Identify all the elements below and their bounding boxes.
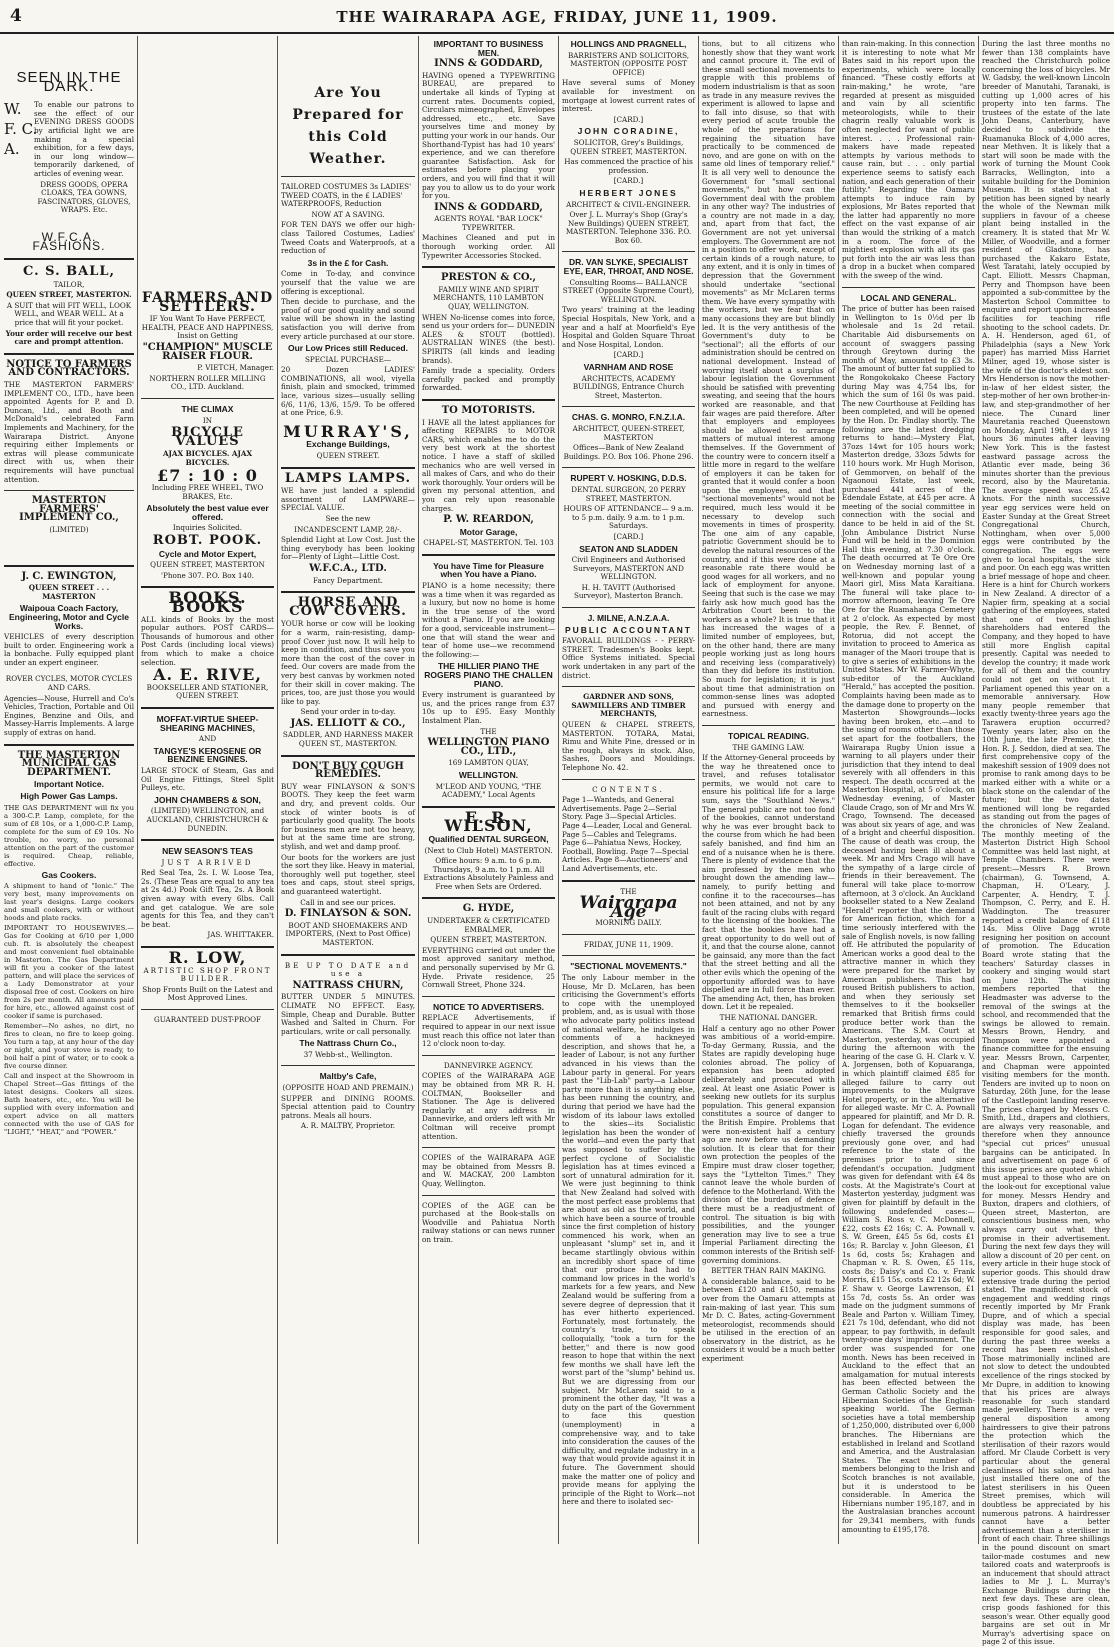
page-header — [0, 0, 1114, 34]
wpc: WELLINGTON PIANO CO., LTD., — [427, 737, 550, 757]
then: Then decide to purchase, and the proof of our good quality and sound value will be shown in the lasting satisfaction you will derive from every article purchased at our store. — [281, 297, 415, 341]
local-general: LOCAL AND GENERAL. — [860, 292, 957, 303]
roller-mills: NORTHERN ROLLER MILLING CO., LTD. Auckland. — [149, 373, 266, 392]
ajax: AJAX BICYCLES. AJAX BICYCLES. — [162, 449, 253, 467]
finlayson: D. FINLAYSON & SON. — [284, 908, 412, 920]
hyde-sub: UNDERTAKER & CERTIFICATED EMBALMER, — [427, 916, 550, 934]
days: FOR TEN DAYS we offer our high-class Tailored Costumes, Ladies' Tweed Coats and Waterproofs, at a reduction of — [281, 220, 415, 256]
seaton-sub: Civil Engineers and Authorised Surveyors, MASTERTON AND WELLINGTON. — [571, 555, 686, 582]
gaming-body: If the Attorney-General proceeds by the way he threatened once to travel, and refuses totalisator permits, we would not care to ensure his political life for a large sum, says the "Southland News." The general public are not too fond of the bookies, cannot understand why he was ever brought back to the course from which he had been safely banished, and find him an end of a nuisance when he is there. There is plenty of evidence that the aim professed by the men who brought down the amending law—namely, to purify betting and confine it to the racecourses—has not been attained, and not by any fault of the racing clubs with regard to the licensing of the bookies. The fact that the bookies have had a great opportunity to do well out of it, and that the course alone, cannot be gainsaid, any more than the fact that the street betting and all the other evils which the opening of the opportunity afforded was to have dispelled are in full force than ever. The amending Act, then, has broken down. Let it be repealed. — [702, 753, 835, 1012]
cough-call: Call in and see our prices. — [300, 897, 396, 907]
farmers-title: FARMERS AND SETTLERS. — [141, 290, 274, 315]
motorists-body: I HAVE all the latest appliances for affecting REPAIRS to MOTOR CARS, which enables me to do the very best work at the shortest notice. I have a staff of skilled mechanics who are well versed in all makes of Cars, and who do their work thoroughly. Your orders will be given my personal attention, and you can rely upon reasonable charges. — [422, 417, 556, 513]
costumes: TAILORED COSTUMES 3s LADIES' TWEED COATS, in the £ LADIES' WATERPROOFS, Reduction — [281, 182, 412, 209]
date-line: FRIDAY, JUNE 11, 1909. — [583, 939, 674, 949]
local-body: The price of butter has been raised in Wellington to 1s 0½d per lb wholesale and 1s 2d retail. Charitable Aid disbursements on account of swaggers passing through Greytown during the month of May, amounted to £3 3s. The amount of butter fat supplied to the Rongokokako Cheese Factory during May was 4,754 lbs, for which the sum of 16l 0s was paid. The new Courthouse at Feilding has been completed, and will be opened by the Hon. Dr. Findlay shortly. The following are the latest dredging returns to hand:—Mystery Flat, 37ozs 14wt for 105 hours work; Masterton dredge, 33ozs 5dwts for 110 hours work. Mr Hugh Morison, of Gemmorven, on behalf of the Ngaonoui Estate, last week, purchased 441 acres of the Edendale Estate, at £45 per acre. A meeting of the social committee in connection with the social and dance to be held in aid of the St. John Ambulance District Nurse Fund will be held in the Dominion Hall this evening, at 7.30 o'clock. The death occurred at Te Ore Ore on Wednesday morning last of a well-known and popular young Maori girl, Miss Mata Karaitiana. The funeral will take place to-morrow afternoon, leaving Te Ore Ore for the Ruamahanga Cemetery at 2 o'clock. As expected by most people, the Rev. F. Bennet, of Rotorua, did not accept the invitation to proceed to America as manager of the Maori troupe that is to give a series of exhibitions in the United States. Mr W. Farmer-Whyte, sub-editor of the Auckland "Herald," has accepted the position. Complaints having been made as to the damage done to property on the Masterton Showgrounds—locks having been broken, etc.—and to the using of rooms other than those set apart for the footballers, the Wairarapa Rugby Union issue a warning to all players under their jurisdiction that they intend to deal severely with all offenders in this respect. The death occurred at the Masterton Hospital, at 5 o'clock, on Wednesday evening, of Master Claude Crago, son of Mr and Mrs W. Crago, Townsend. The deceased was about six years of age, and was of a bright and cheerful disposition. The cause of death was croup, the deceased having been ill about a week. Mr and Mrs Crago will have the sympathy of a large circle of friends in their bereavement. The funeral will take place to-morrow afternoon, at 3 o'clock. An Auckland bookseller stated to a New Zealand "Herald" reporter that the demand for American fiction, which for a time seriously interfered with the sale of English novels, is now falling off. He attributed the popularity of American works a good deal to the attractive manner in which they were prepared for the market by American publishers. This had roused British publishers to action, and when they seriously set themselves to it the bookseller remarked that British firms could produce better work than the Americans. The S.M. Court at Masterton, yesterday, was occupied during the afternoon with the hearing of the case G. H. Clark v. V. A. Jorgensen, both of Kopuaranga, in which plaintiff claimed £85 for alleged failure to carry out improvements to the Mulgrave Hotel property, or in the alternative for alleged waste. Mr C. A. Pownall appeared for plaintiff, and Mr D. R. Logan for defendant. The evidence chiefly traversed the grounds previously gone over, and had reference to the state of the premises prior to and since defendant's occupation. Judgment was given for defendant with £4 8s costs. At the Magistrate's Court at Masterton yesterday, judgment was given for plaintiff by default in the following undefended cases:—William S. Ross v. C. McDonnell, £22, costs £2 16s; C. A. Pownall v. S. W. Green, £45 5s 6d, costs £1 16s; R. Barclay v. John Gleeson, £1 1s 6d, costs 5s; Krahagen and Chapman v. R. S. Owen, £5 11s, costs 8s; Daisy's and Co. v. Frank Morris, £15 15s, costs £2 12s 6d; W. F. Shaw v. George Lawrenson, £1 15s 7d, costs 5s. An order was made on the judgment summons of Beale and Parton v. William Timey, £21 7s 10d, defendant, who did not appear, to pay forthwith, in default twenty-one days' imprisonment. The order was suspended for one month. News has been received in Auckland to the effect that an amalgamation for mutual interests has been effected between the German Catholic Society and the Hibernian Societies of the English-speaking world. The German societies have a total membership of 1,250,000, distributed over 6,000 branches. The Hibernians are established in Ireland and Scotland and America, and the Australasian States. The exact number of members belonging to the Irish and Scotch branches is not available, but it is understood to be considerable. In America the Hibernians number 195,187, and in the Australasian branches account for 29,341 members, with funds amounting to £195,178. — [842, 304, 975, 1534]
column-rule — [558, 36, 559, 1544]
piano-head: You have Time for Pleasure when You have a Piano. — [433, 560, 544, 580]
milne-body: FAVORALL BUILDINGS - - PERRY-STREET. Tradesmen's Books kept. Office Systems initiated. Special work undertaken in any part of the district. — [562, 636, 695, 680]
come: Come in To-day, and convince yourself that the value we are offering is exceptional. — [281, 269, 415, 296]
wilson-hours: Office hours: 9 a.m. to 6 p.m. Thursdays, 9 a.m. to 1 p.m. All Extractions Absolutely Painless and Free when Sets are Ordered. — [423, 856, 554, 891]
page-number: 4 — [10, 6, 22, 26]
monro: CHAS. G. MONRO, F.N.Z.I.A. — [571, 412, 686, 423]
moffat-and: AND — [198, 734, 217, 744]
vietch: P. VIETCH, Manager. — [197, 363, 274, 373]
wilson: E. R. WILSON, — [444, 807, 533, 836]
nattrass-body: BUTTER UNDER 5 MINUTES. CLIMATE NO EFFECT. Easy, Simple, Cheap and Durable. Butter Washed and Salted in Churn. For particulars, write or call personally. — [281, 992, 415, 1036]
copies-2: COPIES of the WAIRARAPA AGE may be obtained from Messrs B. and W. MACKAY, 200 Lambton Quay, Wellington. — [422, 1153, 555, 1188]
gas-body-3: IMPORTANT TO HOUSEWIVES.—Gas for Cooking at 6/10 per 1,000 cub. ft. is absolutely the cheapest and most convenient fuel obtainable in Masterton. The Gas Department will fit you a cooker of the latest pattern, and will place the services of a Lady Demonstrator at your disposal free of cost. Cookers on hire from 2s per month. All amounts paid for hire, etc., allowed against cost of cooker if same is purchased. — [4, 924, 134, 1021]
hosking-body: HOURS OF ATTENDANCE— 9 a.m. to 5 p.m. daily. 9 a.m. to 1 p.m. Saturdays. — [563, 504, 694, 531]
bicycle-values: BICYCLE VALUES — [171, 425, 244, 449]
inns-2-sub: AGENTS ROYAL "BAR LOCK" TYPEWRITER. — [434, 214, 543, 232]
card-label: [CARD.] — [613, 114, 644, 124]
finlayson-sub: BOOT AND SHOEMAKERS AND IMPORTERS, (Next to Post Office) MASTERTON. — [285, 920, 411, 947]
climax-sub: IN — [202, 415, 213, 425]
masthead: THE WAIRARAPA AGE, FRIDAY, JUNE 11, 1909. — [336, 8, 778, 26]
murray-sub: Exchange Buildings, — [306, 439, 390, 450]
wfca-text: To enable our patrons to see the effect of our EVENING DRESS GOODS by artificial light we are making a special exhibition, for a few days, in our long window—temporarily darkened, of articles of evening wear. — [34, 100, 134, 178]
date-use: BE UP TO DATE and use a — [284, 960, 412, 979]
column-2 — [141, 36, 274, 1544]
whittaker: JAS. WHITTAKER. — [207, 930, 274, 940]
maltby-body: SUPPER and DINING ROOMS. Special attention paid to Country patrons. Meals all hours. — [281, 1093, 415, 1120]
monro-body: Offices—Bank of New Zealand Buildings. P.O. Box 106. Phone 296. — [563, 443, 694, 461]
rive: A. E. RIVE, — [153, 665, 262, 685]
rive-sub: BOOKSELLER AND STATIONER, QUEEN STREET. — [146, 682, 269, 701]
rain-body: A considerable balance, said to be between £120 and £150, remains over from the Oamaru attempts at rain-making of last year. This sum Mr D. C. Bates, acting-Government meteorologist, recommends should be utilised in the erection of an observatory in the district, as he considers it would be a much better experiment — [702, 1276, 835, 1364]
books-body: ALL kinds of Books by the most popular authors. POST CARDS—Thousands of humorous and other Post Cards (including local views) from which to make a choice selection. — [141, 614, 274, 667]
inns-body: HAVING opened a TYPEWRITING BUREAU, are prepared to undertake all kinds of Typing at current rates. Documents copied, Circulars mimeographed, Envelopes addressed, etc., etc. Save yourselves time and money by putting your work in our hands. Our Shorthand-Typist has had 10 years' experience, and we can therefore guarantee Satisfaction. Ask for estimates before placing your orders, and you will find that it will pay you to allow us to do your work for you. — [422, 70, 555, 201]
leader-body: The only Labour member in the House, Mr D. McLaren, has been criticising the Government's efforts to cope with the unemployed problem, and, as is usual with those who advocate party politics instead of national welfare, he indulges in comments of a hackneyed description, and shows that he, a leader of Labour, is not any further advanced in his views than the Labour party in general. For years past the "Lib-Lab" party—a Labour party more than it is anything else, has been running the country, and during that period we have had the wisdom of its labour laws extolled to the skies—its Socialistic legislation has been the wonder of the world—and even the party that was supposed to suffer by the perfect cyclone of Socialistic legislation has at times evinced a sort of unnatural admiration for it. We were just beginning to think that New Zealand had solved with the most perfect ease problems that are about as old as the world, and which have been a source of trouble since the first completion of history commenced his work, when an unpleasant "slump" set in, and it became startlingly obvious within an incredibly short space of time that our produce had had to command low prices in the world's markets for a few years, and New Zealand would be suffering from a severe degree of depression that it has ever hitherto experienced. Fortunately, most fortunately, the country's trade, to speak colloquially, "took a turn for the better," and there is now good reason to hope that within the next few months we shall have left the worst part of the "slump" behind us. But we are digressing from our subject. Mr McLaren said to a prominent the other day, "It was a duty on the part of the Government to face this question (unemployment) in a comprehensive way, and to take into consideration the causes of the difficulty, and regulate industry in a way that would provide against it in future. The Government should make the matter one of policy and provide means for applying the principle of the Right to Work—not here and there to isolated sec- — [562, 973, 695, 1507]
column-1 — [4, 36, 134, 1544]
motorists: TO MOTORISTS. — [441, 404, 536, 416]
maltby-proprietor: A. R. MALTBY, Proprietor. — [300, 1121, 396, 1131]
mfi-sub: (LIMITED) — [49, 524, 89, 534]
flour: "CHAMPION" MUSCLE RAISER FLOUR. — [142, 341, 273, 362]
ewington-agencies: Agencies—Nouse, Hurrell and Co's Vehicles, Traction, Portable and Oil Engines, Benzine and Oils, and Massey-Harris Implements. A large supply of extras on hand. — [4, 693, 134, 738]
bicycle-price: £7 : 10 : 0 — [157, 465, 258, 485]
horse-send: Send your order in to-day. — [300, 707, 396, 717]
ewington-body: VEHICLES of every description built to order. Engineering work a la bonbache. Fully equipped plant under an expert engineer. — [4, 632, 134, 667]
reardon: P. W. REARDON, — [443, 514, 534, 526]
wilson-next: (Next to Club Hotel) MASTERTON. — [424, 845, 553, 855]
low: R. LOW, — [168, 948, 247, 968]
coradine: JOHN CORADINE, — [577, 126, 680, 137]
reardon-sub: Motor Garage, — [459, 526, 518, 537]
advertisers: NOTICE TO ADVERTISERS. — [433, 1001, 544, 1012]
leader-title: "SECTIONAL MOVEMENTS." — [570, 961, 687, 972]
danger-body: Half a century ago no other Power was ambitious of a world-empire. To-day Germany, Russia, and the States are rapidly developing huge colonies abroad. The policy of expansion has been adopted deliberately and prosecuted with zeal. At least one Asiatic Power is seeking new outlets for its surplus population. This general expansion constitutes a source of danger to the British Empire. Problems that were non-existent half a century ago are now before us demanding solution. It is clear that for their own protection the peoples of the Empire must draw closer together, says the "Lyttelton Times." They cannot leave the whole burden of defence to the Motherland. With the division of the burden of defence there must be a readjustment of control. The situation is big with possibilities, and the younger generation may live to see a true Imperial Parliament directing the common interests of the British self-governing dominions. — [702, 1023, 835, 1265]
gardner: GARDNER AND SONS, SAWMILLERS AND TIMBER MERCHANTS, — [571, 692, 686, 719]
varnham: VARNHAM AND ROSE — [583, 362, 674, 372]
piano-body: PIANO is a home necessity; there was a time when it was regarded as a luxury, but now no home is home in the true sense of the word without a Piano. If you are looking for a good, serviceable instrument—one that will stand the wear and tear of home use—we recommend the following:— — [422, 581, 555, 659]
column-rule — [277, 36, 278, 1544]
combinations: 20 Dozen LADIES' COMBINATIONS, all wool, viyella finish, plain and smocked, trimmed lace, various sizes—usually selling 6/6, 11/6, 13/6, 15/9. To be offered at one Price, 6.9. — [281, 365, 415, 418]
danger: THE NATIONAL DANGER. — [719, 1012, 818, 1022]
books-heading: BOOKS. BOOKS — [168, 588, 247, 617]
lamps-body-2: Splendid Light at Low Cost. Just the thing everybody has been looking for—Plenty of Light—Little Cost. — [281, 535, 415, 562]
nattrass-address: 37 Webb-st., Wellington. — [303, 1049, 393, 1059]
masthead-name: Wairarapa Age — [579, 893, 678, 922]
climax: THE CLIMAX — [181, 403, 234, 414]
coradine-sub: SOLICITOR, Grey's Buildings, QUEEN STREET, MASTERTON. — [570, 137, 687, 156]
wpc-agents: M'LEOD AND YOUNG, "THE ACADEMY," Local Agents — [435, 781, 542, 800]
ball-address: QUEEN STREET, MASTERTON. — [6, 290, 132, 300]
cough: DON'T BUY COUGH REMEDIES. — [292, 760, 404, 781]
dannevirke-body: COPIES of the WAIRARAPA AGE may be obtained from MR R. H. COLTMAN, Bookseller and Stationer. The Age is delivered regularly at any address in Dannevirke, and orders left with Mr Coltman will receive prompt attention. — [422, 1071, 555, 1141]
low-foot: Shop Fronts Built on the Latest and Most Approved Lines. — [142, 984, 273, 1003]
lamps-body: WE have just landed a splendid assortment of LAMPWARE—SPECIAL VALUE. — [281, 486, 415, 513]
jones: HERBERT JONES — [579, 187, 678, 198]
dustproof: GUARANTEED DUST-PROOF — [153, 1015, 262, 1024]
monro-sub: ARCHITECT, QUEEN-STREET, MASTERTON — [572, 423, 685, 442]
horse: HORSE AND COW COVERS. — [289, 595, 407, 619]
pook-sub: Cycle and Motor Expert, — [158, 548, 257, 559]
cough-body-2: Our boots for the workers are just the sort they like. Heavy in material, thoroughly well put together, steel toes and caps, stout steel sprigs, and guaranteed watertight. — [281, 852, 415, 896]
ball-name: C. S. BALL, — [22, 264, 116, 280]
gas-title: THE MASTERTON MUNICIPAL GAS DEPARTMENT. — [17, 749, 121, 778]
slyke: DR. VAN SLYKE, SPECIALIST EYE, EAR, THROAT, AND NOSE. — [563, 257, 694, 277]
jones-sub: ARCHITECT & CIVIL-ENGINEER. — [566, 199, 691, 209]
inns-2: INNS & GODDARD, — [434, 201, 543, 213]
farmers-body: IF You Want To Have PERFECT, HEALTH, PEACE AND HAPPINESS, Insist on Getting — [141, 314, 274, 341]
card-label: [CARD.] — [613, 176, 644, 186]
gardner-body: QUEEN & CHAPEL STREETS, MASTERTON. TOTARA, Matai, Rimu and White Pine, dressed or in the rough, always in stock. Also, Sashes, Doors and Mouldings. Telephone No. 42. — [562, 720, 695, 772]
teas-arrived: JUST ARRIVED — [161, 857, 254, 867]
column-7 — [842, 36, 975, 1544]
advertisers-body: REPLACE Advertisements, if required to appear in our next issue must reach this office not later than 12 o'clock noon to-day. — [422, 1013, 555, 1049]
wpc-sub: 169 LAMBTON QUAY, — [448, 758, 529, 768]
chambers: JOHN CHAMBERS & SON, — [154, 794, 261, 805]
maltby: Maltby's Cafe, — [319, 1071, 377, 1082]
gas-lamps: High Power Gas Lamps. — [20, 791, 118, 801]
column-6 — [702, 36, 835, 1544]
nattrass-co: The Nattrass Churn Co., — [299, 1038, 397, 1049]
rain: BETTER THAN RAIN MAKING. — [711, 1266, 826, 1276]
inns-2-body: Machines Cleaned and put in thorough working order. All Typewriter Accessories Stocked. — [422, 233, 555, 260]
gas-body: THE GAS DEPARTMENT will fix you a 300-C.P. Lamp, complete, for the sum of £8 10s, or a 1,000-C.P. Lamp, complete for the sum of £9 10s. No trouble, no worry, no personal attention on the part of the customer is required. Cheap, reliable, effective. — [4, 803, 134, 868]
card-label: [CARD.] — [613, 531, 644, 541]
teas: NEW SEASON'S TEAS — [162, 846, 253, 857]
seaton-body: H. H. TAVITT (Authorised Surveyor), Masterton Branch. — [573, 582, 684, 601]
preston-sub: FAMILY WINE AND SPIRIT MERCHANTS, 110 LAMBTON QUAY, WELLINGTON. — [433, 284, 544, 312]
copies-3: COPIES of the AGE can be purchased at the Book-stalls on Woodville and Pahiatua North railway stations or can news runner on train. — [422, 1200, 555, 1244]
notice-farmers-title: NOTICE TO FARMERS AND CONTRACTORS. — [6, 358, 132, 379]
lamps-new: See the new — [325, 514, 371, 523]
ball-sub: TAILOR, — [53, 279, 85, 289]
price-sub: Including FREE WHEEL, TWO BRAKES, Etc. — [151, 483, 264, 501]
inquiries: Inquiries Solicited. — [172, 523, 243, 533]
saving: NOW AT A SAVING. — [311, 209, 385, 219]
lamps: LAMPS LAMPS. — [284, 470, 412, 486]
gas-body-5: Call and inspect at the Showroom in Chapel Street—Gas fittings of the latest designs. Cookers all sizes. Bath heaters, etc., etc. You will be supplied with every information and expert advice on all matters connected with the use of GAS for "LIGHT," "HEAT," and "POWER." — [4, 1072, 134, 1137]
hosking-sub: DENTAL SURGEON, 20 PERRY STREET, MASTERTON. — [571, 484, 686, 503]
contents-list: Page 1—Wanteds, and General Advertisements. Page 2—Serial Story. Page 3—Special Articles. Page 4—Leader, Local and General. Page 5—Cables and Telegrams. Page 6—Pahiatua News, Hockey, Football, Bowling. Page 7—Special Articles. Page 8—Auctioneers' and Land Advertisements, etc. — [562, 795, 693, 873]
maltby-sub: (OPPOSITE HOAD AND PREMAIN.) — [282, 1083, 414, 1093]
piano-body-2: Every instrument is guaranteed by us, and the prices range from £37 10s up to £95. Easy Monthly Instalment Plan. — [422, 690, 555, 725]
important: IMPORTANT TO BUSINESS MEN. — [433, 39, 544, 58]
stock: LARGE STOCK of Steam, Gas and Oil Engine Fittings, Steel Split Pulleys, etc. — [141, 765, 274, 793]
preston-foot: Family trade a speciality. Orders carefully packed and promptly forwarded. — [422, 366, 555, 393]
ball-body: A SUIT that will FIT WELL, LOOK WELL, and WEAR WELL. At a price that will fit your pocket. — [6, 300, 132, 328]
murray-address: QUEEN STREET. — [316, 451, 380, 461]
ewington-name: J. C. EWINGTON, — [21, 570, 117, 582]
hyde: G. HYDE, — [462, 903, 515, 915]
wfca-ltd: W.F.C.A., LTD. — [309, 562, 387, 574]
column-rule — [418, 36, 419, 1544]
low-body: ARTISTIC SHOP FRONT BUILDER. — [143, 965, 272, 984]
elliott-sub: SADDLER, AND HARNESS MAKER QUEEN ST., MASTERTON. — [282, 730, 414, 749]
gaming: THE GAMING LAW. — [732, 742, 805, 752]
prepared-heading: Are You Prepared for this Cold Weather. — [292, 85, 404, 167]
slyke-sub: Consulting Rooms— BALLANCE STREET (Opposite Supreme Court), WELLINGTON. — [562, 277, 695, 304]
teas-body: Red Seal Tea, 2s. I. W. Loose Tea, 2s. (These Teas are equal to any tea at 2s 4d.) Pook Gift Tea, 2s. A Book given away with every 6lbs. Call and get catalogue. We are sole agents for this Tea, and they can't be beat. — [141, 868, 274, 929]
slyke-body: Two years' training at the leading Special Hospitals, New York, and a year and a half at Moorfield's Eye Hospital and Golden Square Throat and Nose Hospital, London. — [562, 305, 695, 349]
column-rule — [978, 36, 979, 1544]
hyde-address: QUEEN STREET, MASTERTON. — [430, 935, 547, 945]
notice-farmers-body: THE MASTERTON FARMERS' IMPLEMENT CO., LTD., have been appointed Agents for P. and D. Duncan, Ltd., and Booth and McDonald's celebrated Farm Implements and Machinery, for the Wairarapa District. Anyone requiring either Implements or extras will please communicate direct with us, when their requirements will have punctual attention. — [4, 380, 134, 484]
ewington-heading: Waipoua Coach Factory, Engineering, Motor and Cycle Works. — [9, 603, 129, 631]
mfi-title: MASTERTON FARMERS' IMPLEMENT CO., — [19, 495, 119, 524]
leader-continued: tions, but to all citizens who honestly show that they want work and cannot procure it. The evil of these small sectional movements to grapple with this problems of modern industrialism is that as soon as trade in any measure revives the experiment is allowed to lapse and to fall into disuse, so that with every period of acute trouble the whole of the preparations for regaining the situation have practically to be commenced de novo, and are gone on with on the same old lines of temporary relief." It is all very well to denounce the Government for "small sectional movements," but how can the Government deal with the problem in any other way? The industries of a country are not made in a day, and, apart from that fact, the Government are not yet universal employers. The Government are not in a position to offer work, except of certain kinds of a rough nature, to any extent, and it is only in times of depression that the Government should undertake "sectional movements" as Mr McLaren terms them. We have every sympathy with the workers, but we fear that on many occasions they are but blindly led. It is the very antithesis of the Government's duty to be "sectional"; all the efforts of our administration should be centred on national development. Instead of worrying itself about a surplus of labour legislation the Government should be satisfied with preventing sweating, and seeing that the hours worked are reasonable, and that fair wages are paid therefore. After that employers and employees should be allowed to arrange matters of mutual interest among themselves. If the Government of the country were to concern itself a little more in regard to the welfare of employers it can be taken for granted that it would confer a boon upon the employees, and that "sectional movements" would not be required, much less would it be necessary to develop such movements in times of prosperity. The one aim of any capable, patriotic Government should be to develop the natural resources of the country, and if this were done at a reasonable rate there would be good wages for all workers, and no lack of employment for anyone. Seeing that such is the case we may fairly ask how much good has the Arbitration Court been to the workers as a whole? It is true that it has increased the wages of a limited number of employees, but, on the other hand, there are many people working just as long hours and receiving less (comparatively) than they did before its institution. So much for legislation; it is just about time that administration on common-sense lines was adopted and pursued with energy and earnestness. — [702, 39, 835, 719]
incandescent: INCANDESCENT LAMP, 28/-. — [294, 524, 402, 534]
ball-foot: Your order will receive our best care and prompt attention. — [5, 328, 133, 347]
milne-sub: PUBLIC ACCOUNTANT — [564, 624, 693, 635]
wfca-seen-heading: SEEN IN THE DARK. — [16, 69, 122, 95]
column-rule — [838, 36, 839, 1544]
hollings: HOLLINGS AND PRAGNELL, — [570, 39, 687, 49]
absolutely: Absolutely the best value ever offered. — [146, 503, 269, 522]
column-5 — [562, 36, 695, 1544]
topical: TOPICAL READING. — [728, 730, 809, 741]
pianos: THE HILLIER PIANO THE ROGERS PIANO THE CHALLEN PIANO. — [424, 661, 553, 689]
pook: ROBT. POOK. — [152, 533, 263, 549]
cough-body: BUY wear FINLAYSON & SON'S BOOTS. They keep the feet warm and dry, and prevent colds. Our stock of winter boots is of particularly good quality. The boots for business men are not too heavy, but at the same time are strong, stylish, and wet and damp proof. — [281, 781, 415, 851]
column-3 — [281, 36, 415, 1544]
hollings-body: Have several sums of Money available for investment on mortgage at lowest current rates of interest. — [562, 78, 695, 114]
wfca-fashions: W.F.C.A. FASHIONS. — [32, 229, 106, 253]
card-label: [CARD.] — [613, 350, 644, 360]
wfca-sub: Fancy Department. — [313, 575, 383, 585]
inns: INNS & GODDARD, — [434, 58, 543, 70]
chambers-sub: (LIMITED) WELLINGTON, and AUCKLAND, CHRISTCHURCH & DUNEDIN. — [146, 806, 269, 833]
seaton: SEATON AND SLADDEN — [579, 543, 678, 554]
local-continued: During the last three months no fewer than 138 complaints have reached the Christchurch police concerning the loss of bicycles. Mr W. Gadsby, the well-known Lincoln breeder of Manutahi, Taranaki, is cutting up 1,000 acres of his property into ten farms. The trustees of the estate of the late John Deans, Canterbury, have decided to subdivide the Ruamanuka Block of 4,000 acres, near Methven. It is likely that a start will soon be made with the work of turning the Mount Cook Barracks, Wellington, into a suitable building for the Dominion Museum. It is stated that a petition has been signed by nearly the whole of the Newman milk suppliers in favour of a cheese plant being installed in the creamery. It is stated that Mr W. Miller, of Woodville, and a former resident of Gladstone, has purchased the Kakaro Estate, West Taratahi, lately occupied by Capt. Elliott. Messrs Chapman, Perry and Thompson have been appointed a sub-committee by the Masterton School Committee to enquire and report upon increased facilities for teaching rifle shooting to the school cadets. Dr. A. H. Henderson, aged 61, of Philadelphia (says a New York paper) has married Miss Harriet Milner, aged 19, whose sister is the wife of the doctor's eldest son. Mrs Henderson is now the mother-in-law of her eldest sister, the step-mother of her own brother-in-law, and step-grandmother of her niece. The Cunard liner Mauretania reached Queenstown on Monday, April 19th, 4 days 19 hours 36 minutes after leaving New York. This is the fastest eastward passage across the Atlantic ever made, being 36 minutes shorter than the previous record, also by the Mauretania. The average speed was 25.42 knots. For the ninth successive year egg services were held on Easter Sunday at the Great Street Congregational Church, Nottingham, when over 5,000 eggs were contributed by the congregation. The eggs were given to local hospitals, the sick and poor. On each egg was written a brief message of hope and cheer. Here is a hint for Church workers in New Zealand. A director of a Napier firm, speaking at a social gathering of the employees, stated that one of two English shareholders had entered the Company, and they hoped to have still more English capital presently. Capital was needed to develop the country; it made work for all of them and the country could not get on without it. Parliament opened this year on a memorable anniversary. How many people remember that exactly twenty-three years ago the Tarawera eruption occurred? Twenty years later, also on the 10th June, the late Premier, the Hon. R. J. Seddon, died at sea. The first comprehensive copy of the makeshift session of 1909 does not promise to rank among days to be marked either with a white or a black stone on the calendar of the future; but the two dates mentioned will long be regarded as standing out from the pages of the chronicles of New Zealand. The monthly meeting of the Masterton District High School Committee was held last night, at Temple Chambers. There were present:—Messrs R. Brown (chairman), G. Townsend, A. Chapman, H. O'Leary, J. Carpenter, A. Hendry, T. J. Thompson, C. Perry, and E. H. Waddington. The treasurer reported a credit balance of £118 14s. Miss Olive Dagg wrote resigning her position on account of promotion. The Education Board wrote stating that the teachers' Saturday classes in cookery and singing would start on June 12th. The visiting members reported that the Headmaster was adverse to the removal of the swings at the school, and recommended that the swings be allowed to remain. Messrs Brown, Hendry, and Thompson were appointed a finance committee for the ensuing year. Messrs Brown, Carpenter, and Chapman were appointed visiting members for the month. Tenders are invited up to noon on Saturday, 26th June, for the lease of the Castlepoint landing reserve. The prices charged by Messrs C. Smith, Ltd., drapers and clothiers, are always very reasonable, and therefore when they announce "special cut prices" unusual bargains can be anticipated. In and advertisement on page 6 of this issue prices are quoted which must appeal to those who are on the look-out for exceptional value for money. Messrs Hendry and Buxton, drapers and clothiers, of Queen street, Masterton, are conscientious business men, who always carry out what they promise in their advertisement. During the next few days they will allow a discount of 20 per cent. on every article in their huge stock of superior goods. This should draw extensive trade during the period stated. The magnificent stock of engagement and wedding rings recently imported by Mr Frank Dupre, and of which a special display was made, has been responsible for good sales, and during the past three weeks a record has been established. Those matrimonially inclined are not slow to detect the undoubted excellence of the rings stocked by Mr Dupre, in addition to knowing that his prices are always reasonable for such standard made jewellery. There is a very general disposition among hairdressers to give their patrons the protection which the sterilisation of their razors would afford. Mr Claude Corbett is very particular about the general cleanliness of his salon, and has just installed there one of the latest sterilisers in his Queen Street premises, which will doubtless be appreciated by his numerous patrons. A hairdresser cannot have a better advertisement than a steriliser in front of each chair. Three shillings in the pound discount on smart tailor-made costumes and new tailored coats and waterproofs is an inducement that should attract ladies to Mr J. L. Murray's Exchange Buildings during the next few days. These are clean, crisp goods fashioned for this season's wear. Other equally good bargains are set out in Mr Murray's advertising space on page 2 of this issue. — [982, 39, 1110, 1647]
reardon-address: CHAPEL-ST, MASTERTON. Tel. 103 — [423, 538, 554, 548]
low-prices: Our Low Prices still Reduced. — [288, 343, 408, 354]
murray: MURRAY'S, — [283, 421, 413, 441]
jones-body: Over J. L. Murray's Shop (Gray's New Buildings) QUEEN STREET, MASTERTON. Telephone 336. P.O. Box 60. — [565, 210, 692, 245]
coradine-body: Has commenced the practice of his profession. — [564, 157, 693, 175]
hyde-body: EVERYTHING carried out under the most approved sanitary method, and personally supervised by Mr G. Hyde. Private residence, 25 Cornwall Street, Phone 324. — [422, 945, 555, 990]
varnham-sub: ARCHITECTS, ACADEMY BUILDINGS, Entrance Church Street, Masterton. — [572, 373, 685, 400]
piano-the: THE — [480, 726, 497, 736]
hollings-sub: BARRISTERS AND SOLICITORS, MASTERTON (OPPOSITE POST OFFICE) — [567, 50, 690, 77]
hosking: RUPERT V. HOSKING, D.D.S. — [570, 473, 687, 484]
wfca-list: DRESS GOODS, OPERA CLOAKS, TEA GOWNS, FASCINATORS, GLOVES, WRAPS. Etc. — [37, 179, 131, 215]
horse-body: YOUR horse or cow will be looking for a warm, rain-resisting, damp-proof Cover just now. It will help to keep in condition, and thus save you more than the cost of the cover in feed. Our covers are made from the very best canvas by workmen noted for their skill in cover making. The prices, too, are just those you would like to pay. — [281, 619, 415, 706]
ewington-address: QUEEN STREET . . . MASTERTON — [28, 583, 110, 601]
elliott: JAS. ELLIOTT & CO., — [290, 717, 406, 729]
wilson-sub: Qualified DENTAL SURGEON, — [428, 833, 549, 844]
nattrass: NATTRASS CHURN, — [292, 979, 404, 991]
column-rule — [698, 36, 699, 1544]
ewington-rover: ROVER CYCLES, MOTOR CYCLES AND CARS. — [5, 674, 133, 693]
pook-address: QUEEN STREET, MASTERTON — [150, 560, 265, 570]
contents: CONTENTS. — [592, 784, 665, 794]
preston: PRESTON & CO., — [440, 272, 536, 284]
column-rule — [137, 36, 138, 1544]
moffat: MOFFAT-VIRTUE SHEEP-SHEARING MACHINES, — [156, 713, 259, 733]
preston-body: WHEN No-license comes into force, send us your orders for— DUNEDIN ALES & STOUT (bottled). AUSTRALIAN WINES (the best). SPIRITS (all kinds and leading brands). — [422, 312, 555, 365]
column-8 — [982, 36, 1110, 1647]
wpc-city: WELLINGTON. — [458, 769, 519, 780]
gas-body-2: A shipment to hand of "Ionic." The very best, many improvements on last year's designs. Large cookers and small cookers, with or without hoods and plate racks. — [4, 882, 134, 923]
masthead-the: THE — [620, 886, 637, 896]
rain-continued: than rain-making. In this connection it is interesting to note what Mr Bates said in his report upon the experiments, which were locally financed. "These costly efforts at rain-making," he wrote, "are regarded at present as misguided and vain by all scientific meteorologists, while to their chagrin really valuable work is often neglected for want of public interest. . . . Professional rain-makers have made repeated attempts by various methods to cause rain, but . . . only partial experience seems to satisfy each nation, and each generation of their futility." Regarding the Oamaru attempts to induce rain by explosions, Mr Bates reported that the latter had apparently no more effect on the vast expanse of air than would the striking of a match in a room. The force of the mightiest explosion with all its gas put forth into the air was less than a drop in a bucket when compared with the sweep of the wind. — [842, 39, 975, 281]
special: SPECIAL PURCHASE— — [304, 354, 392, 364]
cash: 3s in the £ for Cash. — [307, 257, 389, 268]
dannevirke: DANNEVIRKE AGENCY. — [443, 1060, 534, 1070]
column-4 — [422, 36, 555, 1544]
tangye: TANGYE'S KEROSENE OR BENZINE ENGINES. — [153, 745, 262, 765]
milne: J. MILNE, A.N.Z.A.A. — [587, 613, 670, 624]
masthead-sub: MORNING DAILY. — [595, 918, 662, 928]
gas-notice: Important Notice. — [34, 779, 104, 790]
wfca-letters: W. F. C. A. — [4, 100, 38, 159]
gas-body-4: Remember—No ashes, no dirt, no fires to clean, no fire to keep going. You turn a tap, at any hour of the day or night, and your stove is ready, to boil half a pint of water, or to cook a five course dinner. — [4, 1022, 134, 1071]
pook-phone: 'Phone 307. P.O. Box 140. — [161, 570, 254, 580]
gas-cookers: Gas Cookers. — [41, 869, 97, 880]
